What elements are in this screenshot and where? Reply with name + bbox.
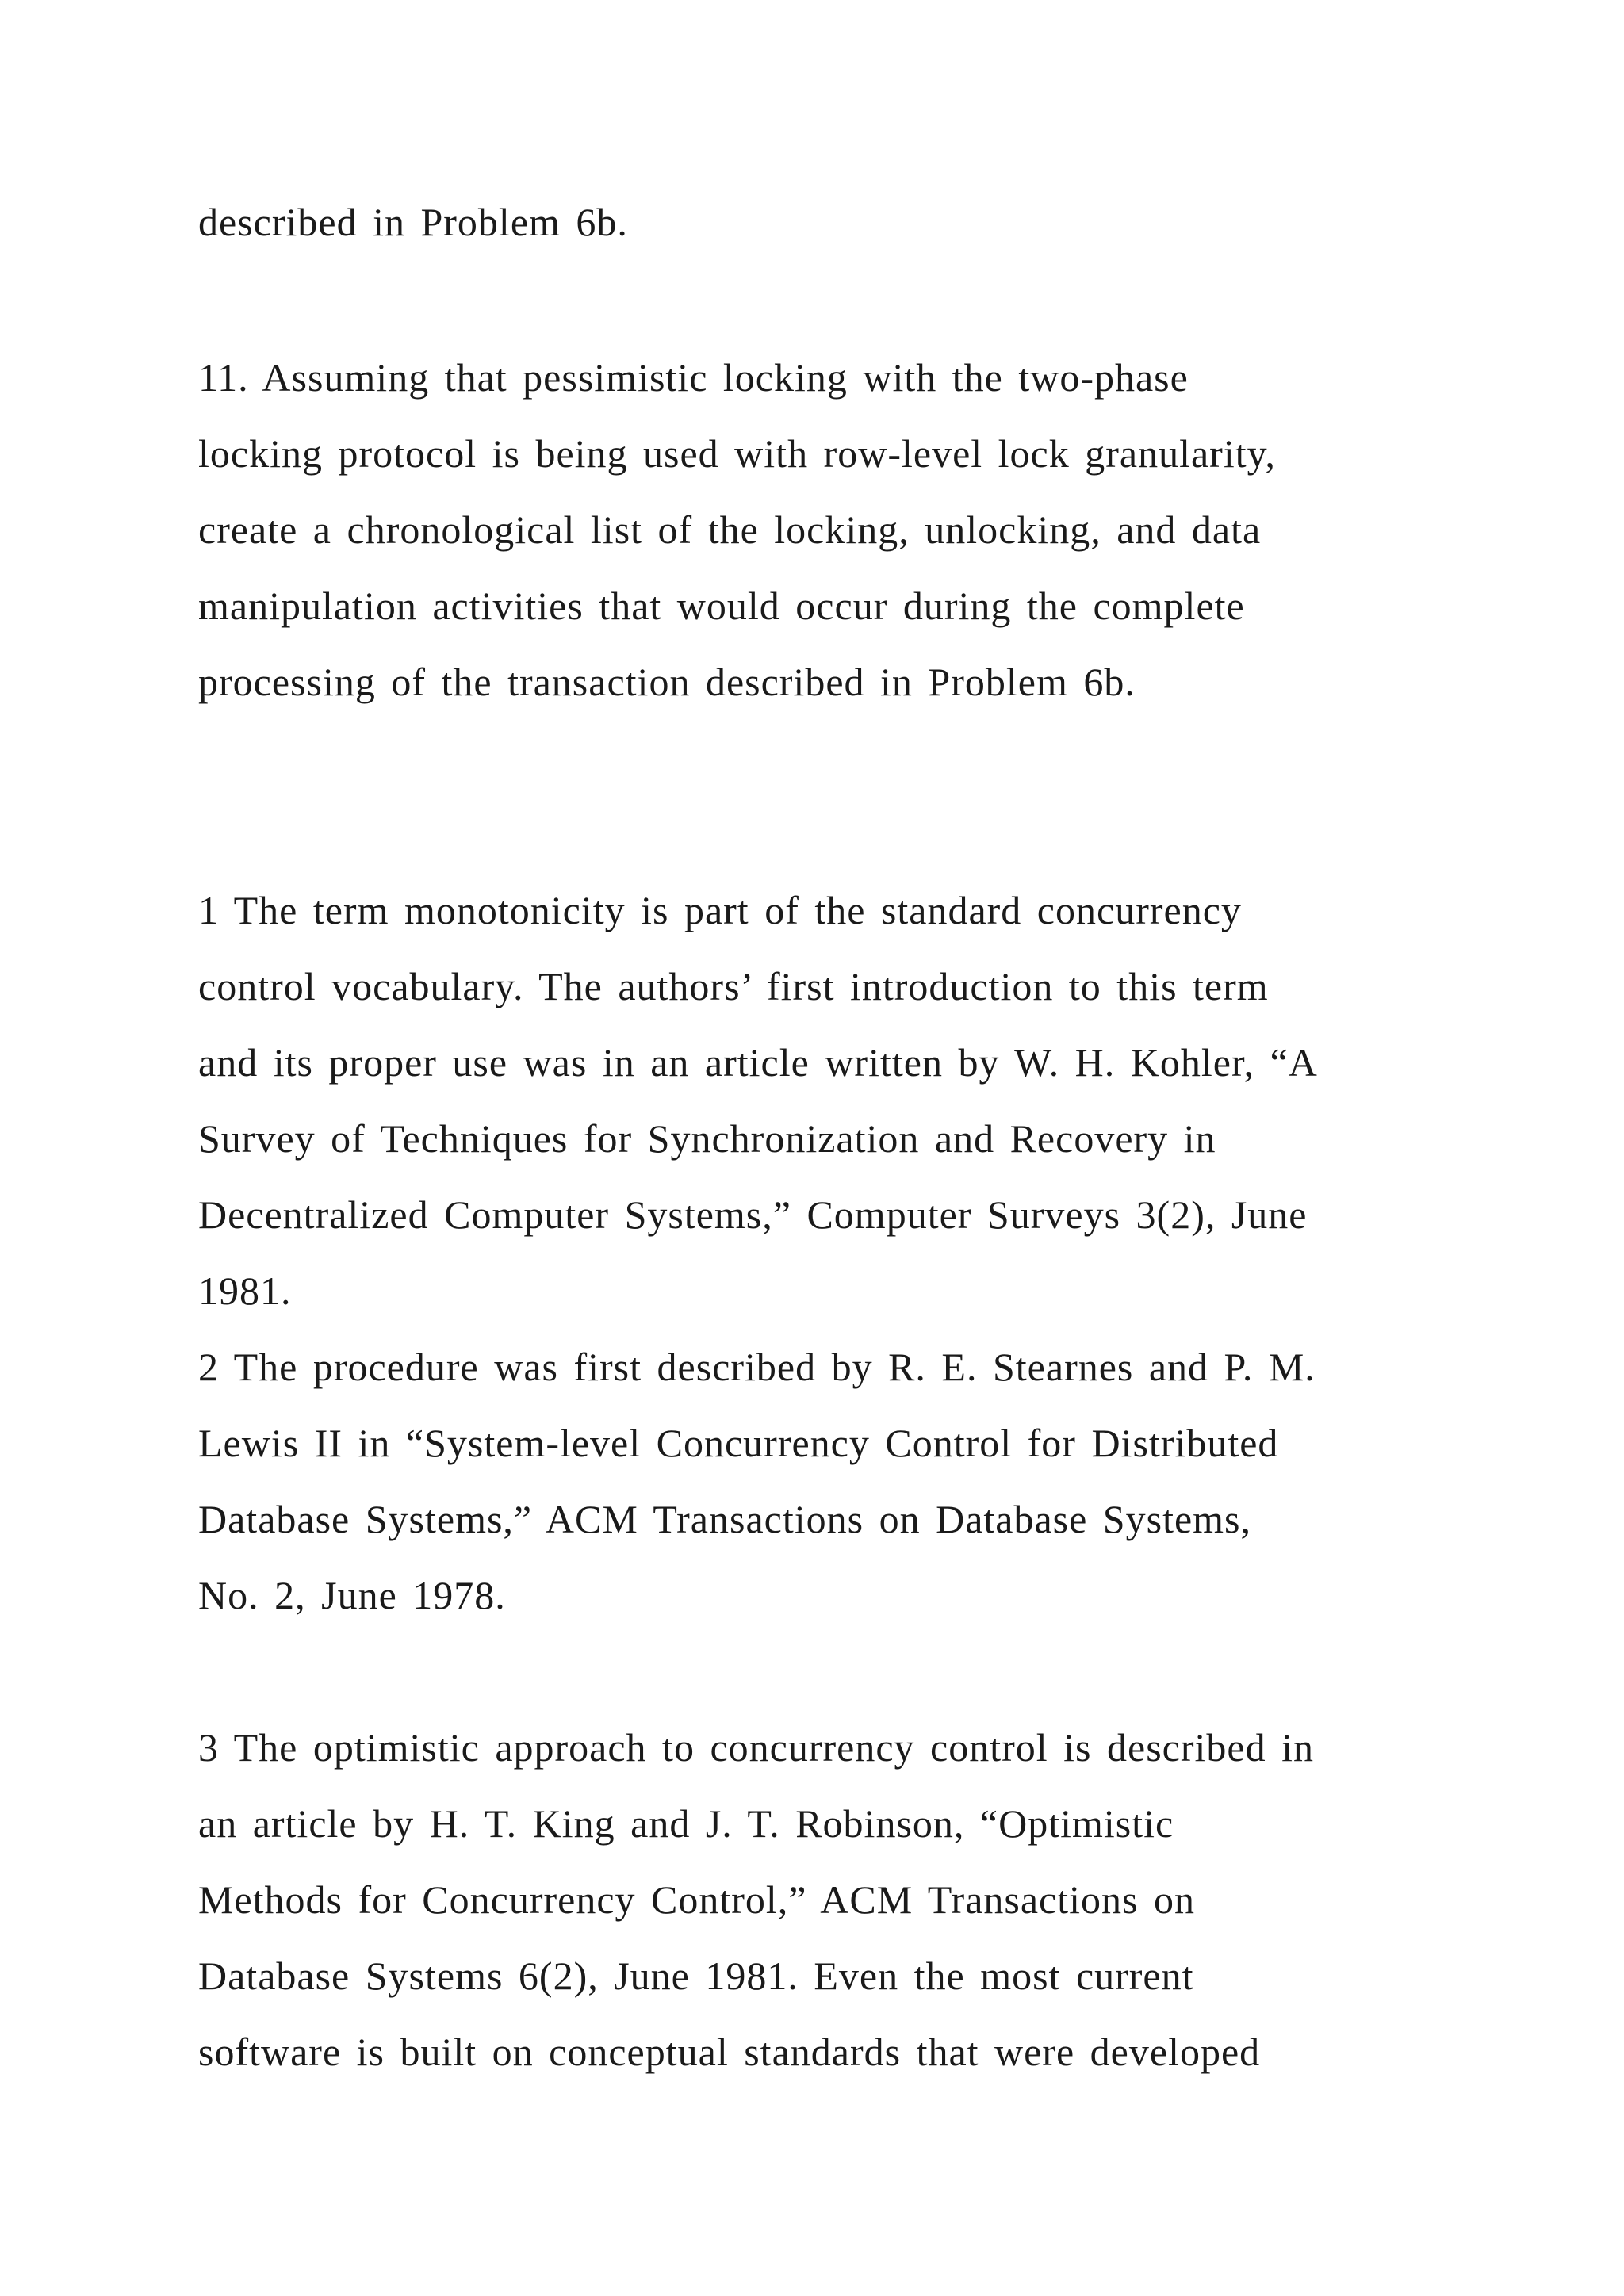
problem-11-line: manipulation activities that would occur during the complete: [198, 584, 1245, 628]
footnote-1-line: control vocabulary. The authors’ first introduction to this term: [198, 964, 1269, 1008]
problem-11-line: 11. Assuming that pessimistic locking with the two-phase: [198, 355, 1189, 400]
footnote-2-line: No. 2, June 1978.: [198, 1573, 506, 1617]
problem-11-line: create a chronological list of the locking, unlocking, and data: [198, 507, 1262, 552]
footnote-1-line: Decentralized Computer Systems,” Computer Surveys 3(2), June: [198, 1192, 1308, 1237]
footnote-3-line: Database Systems 6(2), June 1981. Even the most current: [198, 1954, 1194, 1998]
footnote-3-line: 3 The optimistic approach to concurrency control is described in: [198, 1725, 1314, 1770]
footnote-2-line: Lewis II in “System-level Concurrency Control for Distributed: [198, 1421, 1279, 1465]
footnote-2-line: 2 The procedure was first described by R. E. Stearnes and P. M.: [198, 1345, 1316, 1389]
footnote-1-line: 1981.: [198, 1269, 292, 1313]
footnote-1-line: and its proper use was in an article written by W. H. Kohler, “A: [198, 1040, 1318, 1085]
footnote-3-line: Methods for Concurrency Control,” ACM Transactions on: [198, 1877, 1195, 1922]
footnote-3-line: software is built on conceptual standards that were developed: [198, 2030, 1261, 2074]
continuation-line: described in Problem 6b.: [198, 200, 628, 244]
footnote-2-line: Database Systems,” ACM Transactions on Database Systems,: [198, 1497, 1252, 1541]
footnote-3-line: an article by H. T. King and J. T. Robinson, “Optimistic: [198, 1801, 1174, 1846]
footnote-1-line: Survey of Techniques for Synchronization and Recovery in: [198, 1116, 1216, 1161]
footnote-1-line: 1 The term monotonicity is part of the standard concurrency: [198, 888, 1242, 932]
problem-11-line: locking protocol is being used with row-level lock granularity,: [198, 431, 1276, 476]
problem-11-line: processing of the transaction described in Problem 6b.: [198, 660, 1136, 704]
